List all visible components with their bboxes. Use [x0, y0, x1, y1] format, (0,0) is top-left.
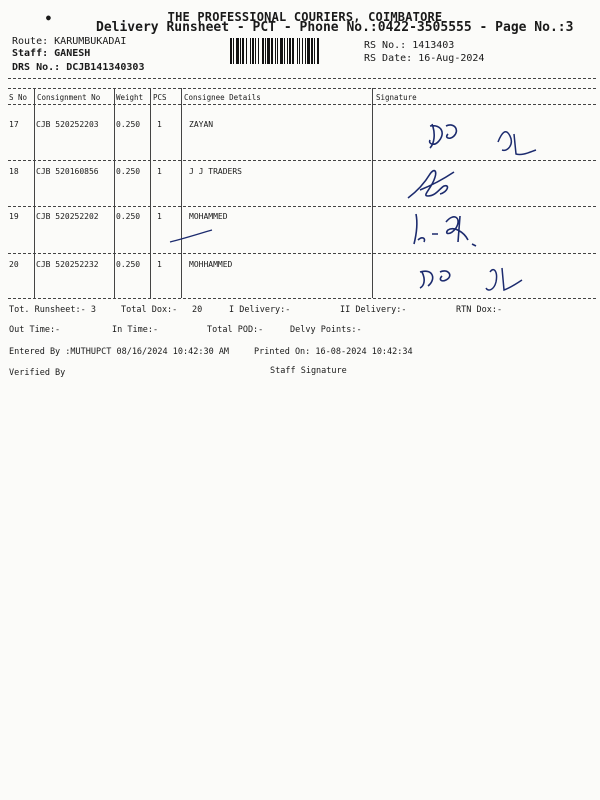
barcode-bar	[292, 38, 294, 64]
route-label: Route:	[12, 36, 49, 47]
barcode-bar	[230, 38, 232, 64]
barcode-bar	[271, 38, 273, 64]
barcode-bar	[255, 38, 256, 64]
barcode-bar	[233, 38, 234, 64]
row-pcs: 1	[157, 260, 162, 269]
row-sno: 20	[9, 260, 19, 269]
row-sno: 18	[9, 167, 19, 176]
staff-line	[12, 48, 90, 59]
barcode-bar	[314, 38, 315, 64]
drs-label: DRS No.:	[12, 62, 61, 73]
row-consignee: MOHHAMMED	[189, 260, 233, 269]
out-time: Out Time:-	[9, 325, 61, 335]
row-consignee: J J TRADERS	[189, 167, 242, 176]
row-weight: 0.250	[116, 167, 141, 176]
staff-label: Staff:	[12, 48, 49, 59]
barcode-bar	[252, 38, 254, 64]
barcode-bar	[280, 38, 283, 64]
row-consignee: ZAYAN	[189, 120, 214, 129]
row-divider	[8, 253, 596, 254]
barcode-bar	[287, 38, 288, 64]
barcode-image	[230, 38, 358, 64]
barcode-bar	[277, 38, 278, 64]
table-header-top-rule	[8, 88, 596, 89]
barcode-bar	[240, 38, 241, 64]
table-top-rule	[8, 78, 596, 79]
barcode-bar	[262, 38, 264, 64]
signature-image	[402, 204, 492, 254]
col-header-consignment: Consignment No	[37, 93, 101, 102]
row-weight: 0.250	[116, 212, 141, 221]
barcode-bar	[299, 38, 300, 64]
barcode-bar	[242, 38, 244, 64]
drs-line	[12, 62, 144, 73]
col-header-sno: S No	[9, 93, 28, 102]
in-time: In Time:-	[112, 325, 159, 335]
i-delivery: I Delivery:-	[229, 305, 291, 315]
row-pcs: 1	[157, 212, 162, 221]
company-name: THE PROFESSIONAL COURIERS, COIMBATORE	[167, 10, 443, 24]
row-sno: 17	[9, 120, 19, 129]
rs-no-line	[364, 40, 454, 51]
rs-date-label: RS Date:	[364, 53, 413, 64]
col-header-weight: Weight	[116, 93, 144, 102]
row-consignment: CJB 520252232	[36, 260, 99, 269]
runsheet-title: Delivery Runsheet - PCT - Phone No.:0422-3505555 - Page No.:3	[96, 20, 574, 35]
row-consignment: CJB 520160856	[36, 167, 99, 176]
pen-stroke-image	[168, 224, 224, 246]
rs-date-line	[364, 53, 484, 64]
printed-on: Printed On: 16-08-2024 10:42:34	[254, 347, 413, 357]
barcode-bar	[246, 38, 247, 64]
rs-no-value: 1413403	[412, 40, 455, 51]
barcode-bar	[297, 38, 298, 64]
barcode-bar	[258, 38, 259, 64]
barcode-bar	[311, 38, 313, 64]
col-header-consignee: Consignee Details	[184, 93, 261, 102]
barcode-bar	[289, 38, 291, 64]
row-pcs: 1	[157, 120, 162, 129]
barcode-bar	[284, 38, 285, 64]
delvy-points: Delvy Points:-	[290, 325, 362, 335]
row-sno: 19	[9, 212, 19, 221]
barcode-bar	[305, 38, 306, 64]
totals-line	[9, 305, 96, 315]
row-weight: 0.250	[116, 260, 141, 269]
column-divider	[181, 88, 182, 298]
total-dox	[121, 305, 177, 315]
route-line	[12, 36, 126, 47]
barcode-bar	[302, 38, 303, 64]
staff-value: GANESH	[54, 48, 91, 59]
row-divider	[8, 160, 596, 161]
barcode-bar	[236, 38, 239, 64]
column-divider	[114, 88, 115, 298]
col-header-pcs: PCS	[153, 93, 167, 102]
barcode-bar	[250, 38, 251, 64]
table-header-bottom-rule	[8, 104, 596, 105]
row-consignment: CJB 520252202	[36, 212, 99, 221]
staff-signature: Staff Signature	[270, 366, 347, 376]
rs-no-label: RS No.:	[364, 40, 407, 51]
total-runsheet: Tot. Runsheet:- 3	[9, 305, 96, 315]
total-dox-value: 20	[192, 305, 203, 315]
row-consignee: MOHAMMED	[189, 212, 228, 221]
total-pod: Total POD:-	[207, 325, 264, 335]
barcode-bar	[307, 38, 310, 64]
signature-image	[400, 162, 480, 208]
barcode-bar	[275, 38, 276, 64]
barcode-bar	[267, 38, 270, 64]
drs-value: DCJB141340303	[66, 62, 145, 73]
column-divider	[150, 88, 151, 298]
ii-delivery: II Delivery:-	[340, 305, 407, 315]
rtn-dox: RTN Dox:-	[456, 305, 503, 315]
verified-by: Verified By	[9, 368, 66, 378]
row-pcs: 1	[157, 167, 162, 176]
col-header-signature: Signature	[376, 93, 417, 102]
total-dox-label: Total Dox:-	[121, 305, 178, 315]
entered-by: Entered By :MUTHUPCT 08/16/2024 10:42:30 AM	[9, 347, 230, 357]
row-divider	[8, 206, 596, 207]
rs-date-value: 16-Aug-2024	[418, 53, 485, 64]
route-value: KARUMBUKADAI	[54, 36, 127, 47]
signature-image	[412, 258, 552, 300]
signature-image	[410, 112, 550, 160]
barcode-bar	[317, 38, 319, 64]
column-divider	[372, 88, 373, 298]
column-divider	[34, 88, 35, 298]
barcode-bar	[265, 38, 266, 64]
row-weight: 0.250	[116, 120, 141, 129]
row-consignment: CJB 520252203	[36, 120, 99, 129]
print-mark: ●	[46, 13, 51, 22]
